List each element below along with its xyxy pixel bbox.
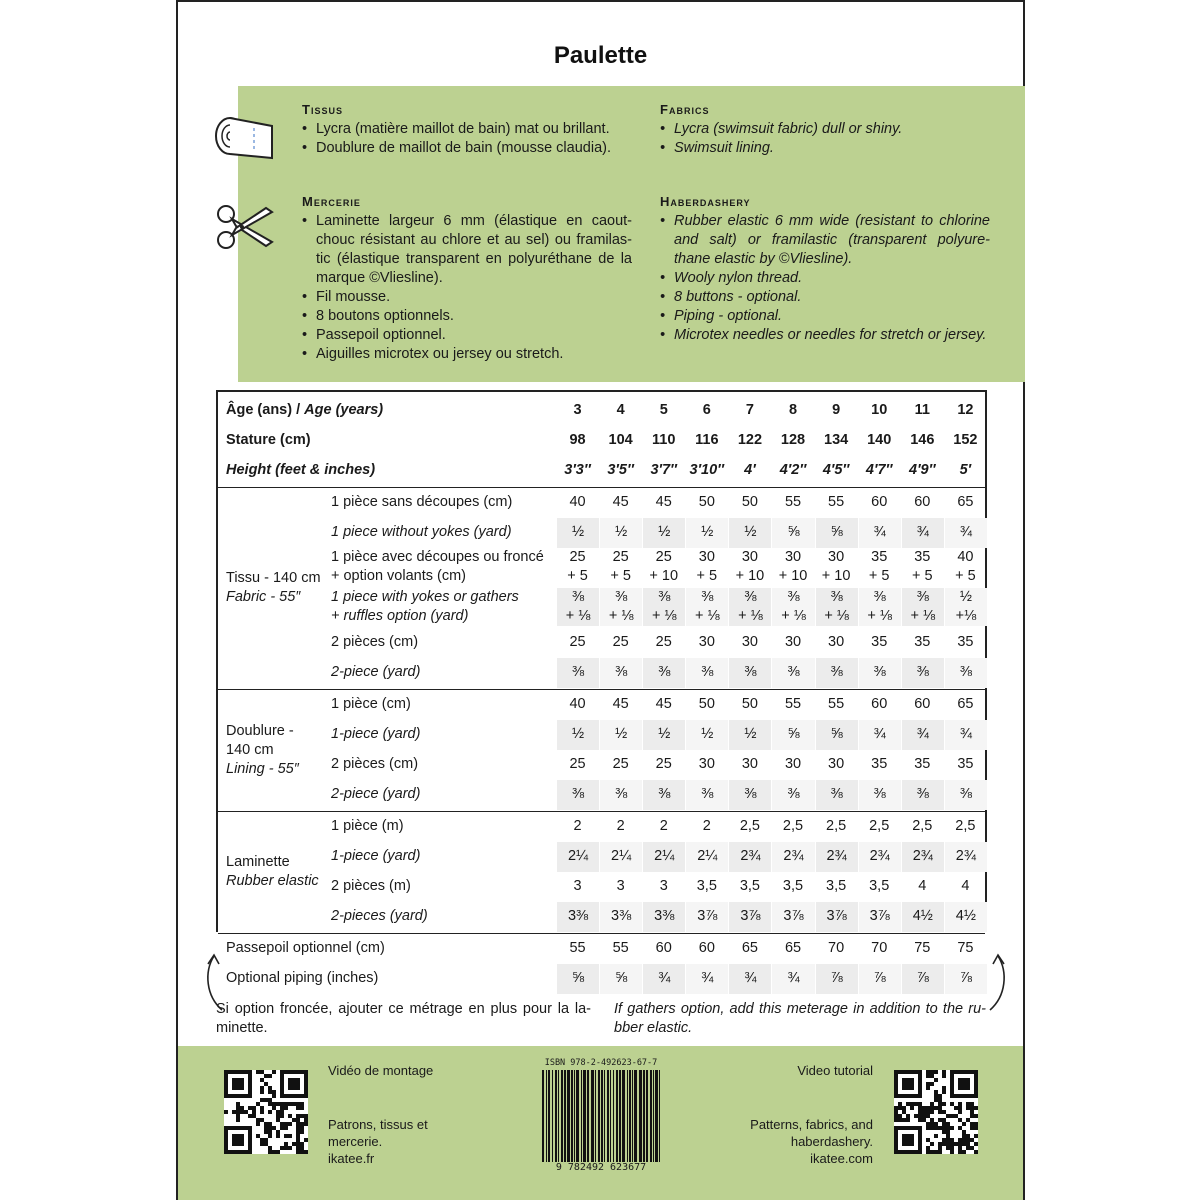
table-cell: 3⅜	[599, 902, 642, 932]
row-label: 2-piece (yard)	[331, 786, 421, 802]
table-cell: ½	[642, 720, 685, 750]
table-cell: ⅜ + ⅛	[858, 588, 901, 626]
table-cell: 104	[608, 432, 633, 448]
group-label-line: Laminette	[226, 854, 290, 870]
table-cell: 12	[957, 402, 974, 418]
shop-text-fr-2: mercerie.	[328, 1134, 383, 1149]
table-cell: 134	[824, 432, 849, 448]
table-cell: 45	[655, 494, 672, 510]
table-cell: 30	[784, 634, 802, 650]
table-cell: 2¾	[858, 842, 901, 872]
list-item: • 8 buttons - optional.	[660, 288, 990, 307]
row-label: 2-pieces (yard)	[331, 908, 428, 924]
group-label-line: Doublure -	[226, 722, 294, 739]
table-cell: 25 + 10	[649, 549, 679, 584]
table-cell: ⅜ + ⅛	[556, 588, 599, 626]
list-item: • Lycra (swimsuit fabric) dull or shiny.	[660, 120, 990, 139]
table-cell: 152	[953, 432, 978, 448]
table-cell: ⅞	[815, 964, 858, 994]
table-cell: 55	[612, 940, 629, 956]
table-cell: 2¾	[944, 842, 987, 872]
haberdashery-fr-heading: Mercerie	[302, 194, 361, 209]
table-cell: ⅜	[901, 658, 944, 688]
table-cell: ⅝	[815, 518, 858, 548]
table-cell: ⅜	[642, 780, 685, 810]
table-cell: ⅜	[642, 658, 685, 688]
table-cell: 30 + 10	[735, 549, 765, 584]
table-cell: ⅜ + ⅛	[685, 588, 728, 626]
video-tutorial-fr[interactable]: Vidéo de montage	[328, 1063, 434, 1078]
table-cell: ½	[599, 720, 642, 750]
table-row	[218, 518, 985, 548]
table-cell: 2¼	[685, 842, 728, 872]
table-cell: 4′	[744, 462, 756, 478]
table-row	[218, 750, 985, 780]
table-cell: 8	[788, 402, 798, 418]
row-label: 1-piece (yard)	[331, 726, 421, 742]
table-cell: 55	[828, 696, 845, 712]
table-cell: 50	[698, 494, 715, 510]
row-label: 1 pièce (cm)	[331, 696, 411, 712]
row-label: 1 pièce sans découpes (cm)	[331, 494, 513, 510]
list-item: • Microtex needles or needles for stretch or jersey.	[660, 326, 990, 345]
table-cell: 25	[569, 634, 586, 650]
table-cell: 4	[961, 878, 970, 894]
table-cell: 11	[914, 402, 930, 418]
list-item: • Fil mousse.	[302, 288, 632, 307]
table-cell: 2¾	[815, 842, 858, 872]
group-label-line: Fabric - 55″	[226, 589, 301, 605]
table-cell: 3,5	[826, 878, 847, 894]
table-cell: 35 + 5	[912, 549, 933, 584]
row-label: 1 piece without yokes (yard)	[331, 524, 512, 540]
table-cell: 6	[702, 402, 711, 418]
age-label: Âge (ans) / Age (years)	[226, 402, 384, 418]
table-cell: 30	[784, 756, 802, 772]
row-label: 2 pièces (cm)	[331, 634, 419, 650]
table-row	[218, 690, 985, 720]
table-row	[218, 588, 985, 626]
row-label: 2-piece (yard)	[331, 664, 421, 680]
fabrics-en-heading: Fabrics	[660, 102, 710, 117]
table-row	[218, 628, 985, 658]
table-cell: ⅜	[901, 780, 944, 810]
table-cell: 9	[832, 402, 841, 418]
list-item: • Wooly nylon thread.	[660, 269, 990, 288]
row-label: 2 pièces (cm)	[331, 756, 419, 772]
table-cell: 2	[616, 818, 625, 834]
header-height-row	[218, 456, 985, 486]
scissors-icon	[214, 202, 276, 257]
qr-code-fr[interactable]	[224, 1070, 308, 1154]
table-cell: 3⅜	[642, 902, 685, 932]
table-cell: 60	[914, 696, 931, 712]
table-cell: ⅞	[858, 964, 901, 994]
site-link-fr[interactable]: ikatee.fr	[328, 1151, 375, 1166]
table-cell: ¾	[901, 518, 944, 548]
shop-text-en-1: Patterns, fabrics, and	[750, 1117, 873, 1132]
table-cell: 4′9″	[909, 462, 936, 478]
haberdashery-en-heading: Haberdashery	[660, 194, 751, 209]
table-cell: ½	[728, 720, 771, 750]
shop-text-fr-1: Patrons, tissus et	[328, 1117, 428, 1132]
table-row	[218, 720, 985, 750]
table-cell: ¾	[858, 518, 901, 548]
header-stature-row	[218, 426, 985, 456]
size-chart-table	[216, 390, 987, 986]
table-cell: ⅜	[556, 658, 599, 688]
table-cell: 10	[871, 402, 888, 418]
table-cell: 2,5	[782, 818, 804, 834]
table-cell: ⅜ + ⅛	[642, 588, 685, 626]
table-cell: 55	[784, 494, 802, 510]
table-cell: 30 + 10	[778, 549, 808, 584]
table-cell: ½	[642, 518, 685, 548]
table-row	[218, 658, 985, 688]
table-cell: ⅜ + ⅛	[901, 588, 944, 626]
table-cell: 3′5″	[607, 462, 634, 478]
table-cell: 25	[569, 756, 586, 772]
table-cell: 2,5	[826, 818, 847, 834]
fabric-roll-icon	[214, 112, 278, 165]
table-cell: ⅜	[685, 780, 728, 810]
table-cell: ⅜	[599, 780, 642, 810]
table-row	[218, 780, 985, 810]
table-cell: 35	[914, 634, 931, 650]
table-cell: 60	[871, 696, 888, 712]
table-cell: 65	[784, 940, 802, 956]
table-cell: 3	[659, 878, 668, 894]
isbn-label: ISBN 978-2-492623-67-7	[544, 1058, 658, 1068]
row-label: 1 piece with yokes or gathers + ruffles option (yard)	[331, 589, 519, 624]
table-cell: 60	[871, 494, 888, 510]
table-cell: 2¼	[556, 842, 599, 872]
table-cell: 55	[828, 494, 845, 510]
table-cell: ⅜ + ⅛	[728, 588, 771, 626]
table-cell: 146	[910, 432, 935, 448]
barcode-number: 9 782492 623677	[555, 1162, 647, 1173]
row-label: 1 pièce (m)	[331, 818, 404, 834]
table-cell: 98	[569, 432, 586, 448]
pattern-sheet	[176, 0, 1025, 1200]
row-label: 1-piece (yard)	[331, 848, 421, 864]
table-cell: ¾	[944, 720, 987, 750]
table-row	[218, 934, 985, 964]
table-cell: 25	[655, 756, 672, 772]
row-label: 1 pièce avec découpes ou froncé + option volants (cm)	[331, 549, 544, 584]
table-cell: 2¾	[901, 842, 944, 872]
table-cell: 3⅜	[556, 902, 599, 932]
table-cell: 2	[702, 818, 711, 834]
table-cell: ¾	[771, 964, 814, 994]
table-cell: 25 + 5	[567, 549, 588, 584]
table-cell: ⅜ + ⅛	[599, 588, 642, 626]
table-cell: 3,5	[869, 878, 890, 894]
table-cell: ⅜	[556, 780, 599, 810]
table-cell: ½	[685, 518, 728, 548]
table-cell: ¾	[944, 518, 987, 548]
table-cell: ⅜	[815, 780, 858, 810]
table-row	[218, 964, 985, 994]
group-label	[226, 853, 319, 891]
fabrics-fr-heading: Tissus	[302, 102, 343, 117]
table-cell: 3,5	[782, 878, 804, 894]
table-cell: ¾	[858, 720, 901, 750]
table-cell: 4	[616, 402, 625, 418]
table-cell: 40	[569, 696, 586, 712]
row-label: Passepoil optionnel (cm)	[226, 940, 385, 956]
group-label-line: 140 cm	[226, 741, 274, 758]
table-cell: 2,5	[739, 818, 760, 834]
table-cell: 3	[573, 402, 582, 418]
table-cell: 2	[659, 818, 668, 834]
table-cell: ½	[728, 518, 771, 548]
table-cell: ½	[556, 720, 599, 750]
table-row	[218, 548, 985, 586]
gathers-note-en: If gathers option, add this meterage in addition to the ru-bber elastic.	[614, 1001, 986, 1036]
table-cell: 25	[612, 634, 629, 650]
table-cell: ½	[599, 518, 642, 548]
table-cell: ⅜	[728, 780, 771, 810]
table-cell: 4	[918, 878, 927, 894]
table-cell: ⅜	[944, 658, 987, 688]
table-cell: 4′2″	[779, 462, 807, 478]
table-cell: 30 + 10	[821, 549, 851, 584]
table-cell: 2¾	[728, 842, 771, 872]
table-cell: ⅜	[858, 780, 901, 810]
right-arrow-icon	[984, 952, 1014, 1022]
table-cell: 70	[828, 940, 845, 956]
table-cell: 140	[867, 432, 892, 448]
table-cell: 3′7″	[650, 462, 678, 478]
table-cell: 35 + 5	[868, 549, 890, 584]
table-cell: 25	[612, 756, 629, 772]
haberdashery-en	[660, 192, 990, 345]
table-cell: 60	[698, 940, 715, 956]
table-cell: 3′3″	[564, 462, 591, 478]
table-cell: 3⅞	[771, 902, 814, 932]
table-cell: 65	[741, 940, 758, 956]
table-cell: 50	[741, 494, 758, 510]
table-cell: 60	[914, 494, 931, 510]
table-cell: 35	[871, 756, 888, 772]
table-cell: 3⅞	[728, 902, 771, 932]
table-cell: ⅜	[944, 780, 987, 810]
table-cell: 35	[957, 634, 974, 650]
table-cell: 7	[745, 402, 754, 418]
table-cell: 35	[957, 756, 974, 772]
gathers-note-fr: Si option froncée, ajouter ce métrage en plus pour la la-minette.	[216, 1001, 591, 1036]
group-label	[226, 722, 299, 779]
table-cell: ¾	[642, 964, 685, 994]
table-cell: 45	[612, 494, 629, 510]
table-cell: 4′7″	[865, 462, 893, 478]
fabrics-fr	[302, 100, 632, 158]
table-cell: 30	[741, 756, 758, 772]
table-cell: ⅜	[858, 658, 901, 688]
row-label: 2 pièces (m)	[331, 878, 411, 894]
shop-text-en-2: haberdashery.	[790, 1134, 873, 1149]
table-cell: 70	[871, 940, 888, 956]
table-cell: 3′10″	[689, 462, 725, 478]
table-cell: 40	[569, 494, 586, 510]
group-label-line: Rubber elastic	[226, 873, 319, 889]
table-cell: ⅞	[944, 964, 987, 994]
list-item: • Laminette largeur 6 mm (élastique en caout-chouc résistant au chlore et au sel) ou framilas-tic (élastique transparent en polyuréthane de la marque ©Vliesline).	[302, 212, 632, 288]
table-cell: 2,5	[869, 818, 890, 834]
table-row	[218, 902, 985, 932]
table-cell: ⅝	[815, 720, 858, 750]
table-cell: 2¼	[642, 842, 685, 872]
table-cell: 75	[914, 940, 931, 956]
table-cell: 35	[871, 634, 888, 650]
table-cell: 55	[569, 940, 586, 956]
list-item: • Doublure de maillot de bain (mousse claudia).	[302, 139, 632, 158]
table-cell: 45	[612, 696, 629, 712]
table-cell: ⅜	[685, 658, 728, 688]
table-cell: ⅜ + ⅛	[771, 588, 814, 626]
table-cell: 4½	[944, 902, 987, 932]
table-cell: 75	[957, 940, 974, 956]
list-item: • Swimsuit lining.	[660, 139, 990, 158]
list-item: • Passepoil optionnel.	[302, 326, 632, 345]
list-item: • Aiguilles microtex ou jersey ou stretch.	[302, 345, 632, 364]
table-cell: 4′5″	[822, 462, 850, 478]
table-cell: 2	[573, 818, 582, 834]
table-cell: ⅝	[599, 964, 642, 994]
table-cell: ⅜	[771, 658, 814, 688]
table-row	[218, 488, 985, 518]
table-cell: 3⅞	[685, 902, 728, 932]
table-cell: 3⅞	[815, 902, 858, 932]
table-cell: ⅜	[728, 658, 771, 688]
table-cell: ⅜ + ⅛	[815, 588, 858, 626]
table-cell: ⅝	[771, 720, 814, 750]
table-cell: 25 + 5	[610, 549, 631, 584]
table-cell: 122	[737, 432, 763, 448]
table-cell: ⅞	[901, 964, 944, 994]
table-cell: ½	[556, 518, 599, 548]
table-cell: 5	[659, 402, 668, 418]
table-cell: 2¼	[599, 842, 642, 872]
footer	[178, 1046, 1023, 1200]
haberdashery-fr	[302, 192, 632, 364]
table-cell: 5′	[959, 462, 972, 478]
header-age-row	[218, 396, 985, 426]
list-item: • Piping - optional.	[660, 307, 990, 326]
barcode-bars	[536, 1070, 666, 1162]
table-cell: ¾	[685, 964, 728, 994]
fabrics-en	[660, 100, 990, 158]
table-cell: 30	[698, 634, 715, 650]
table-cell: 30	[741, 634, 758, 650]
table-cell: 3⅞	[858, 902, 901, 932]
table-cell: 35	[914, 756, 931, 772]
table-cell: 4½	[901, 902, 944, 932]
table-cell: ⅝	[771, 518, 814, 548]
table-cell: 50	[698, 696, 715, 712]
table-row	[218, 812, 985, 842]
table-cell: 3	[573, 878, 582, 894]
row-label: Optional piping (inches)	[226, 970, 379, 986]
table-cell: ⅜	[599, 658, 642, 688]
table-cell: 116	[695, 432, 719, 448]
table-cell: 60	[655, 940, 672, 956]
list-item: • Lycra (matière maillot de bain) mat ou brillant.	[302, 120, 632, 139]
table-cell: 128	[780, 432, 806, 448]
list-item: • Rubber elastic 6 mm wide (resistant to chlorine and salt) or framilastic (transparent polyure-thane elastic by ©Vliesline).	[660, 212, 990, 269]
table-cell: 110	[652, 432, 676, 448]
table-row	[218, 842, 985, 872]
table-cell: 2¾	[771, 842, 814, 872]
group-label-line: Lining - 55″	[226, 760, 299, 777]
video-tutorial-en[interactable]: Video tutorial	[797, 1063, 873, 1078]
table-cell: 65	[957, 494, 974, 510]
site-link-en[interactable]: ikatee.com	[810, 1151, 873, 1166]
table-cell: 2,5	[912, 818, 933, 834]
table-cell: 30	[828, 634, 845, 650]
table-cell: 3,5	[739, 878, 760, 894]
table-cell: ⅜	[815, 658, 858, 688]
height-label: Height (feet & inches)	[226, 462, 376, 478]
table-cell: 25	[655, 634, 672, 650]
page-title: Paulette	[553, 42, 648, 69]
table-cell: 30 + 5	[696, 549, 718, 584]
table-row	[218, 872, 985, 902]
table-cell: 3	[616, 878, 625, 894]
table-cell: ¾	[728, 964, 771, 994]
qr-code-en[interactable]	[894, 1070, 978, 1154]
table-cell: 40 + 5	[955, 549, 976, 584]
table-cell: 3,5	[696, 878, 717, 894]
table-cell: 45	[655, 696, 672, 712]
table-cell: ⅜	[771, 780, 814, 810]
table-cell: ½	[685, 720, 728, 750]
table-cell: ⅝	[556, 964, 599, 994]
table-cell: 65	[957, 696, 974, 712]
table-cell: 50	[741, 696, 758, 712]
group-label	[226, 569, 321, 607]
list-item: • 8 boutons optionnels.	[302, 307, 632, 326]
table-cell: 30	[698, 756, 715, 772]
table-cell: 30	[828, 756, 845, 772]
group-label-line: Tissu - 140 cm	[226, 570, 321, 586]
table-cell: ¾	[901, 720, 944, 750]
stature-label: Stature (cm)	[226, 432, 311, 448]
table-cell: ½ +⅛	[944, 588, 987, 626]
table-cell: 55	[784, 696, 802, 712]
table-cell: 2,5	[955, 818, 976, 834]
isbn-barcode	[536, 1058, 666, 1186]
